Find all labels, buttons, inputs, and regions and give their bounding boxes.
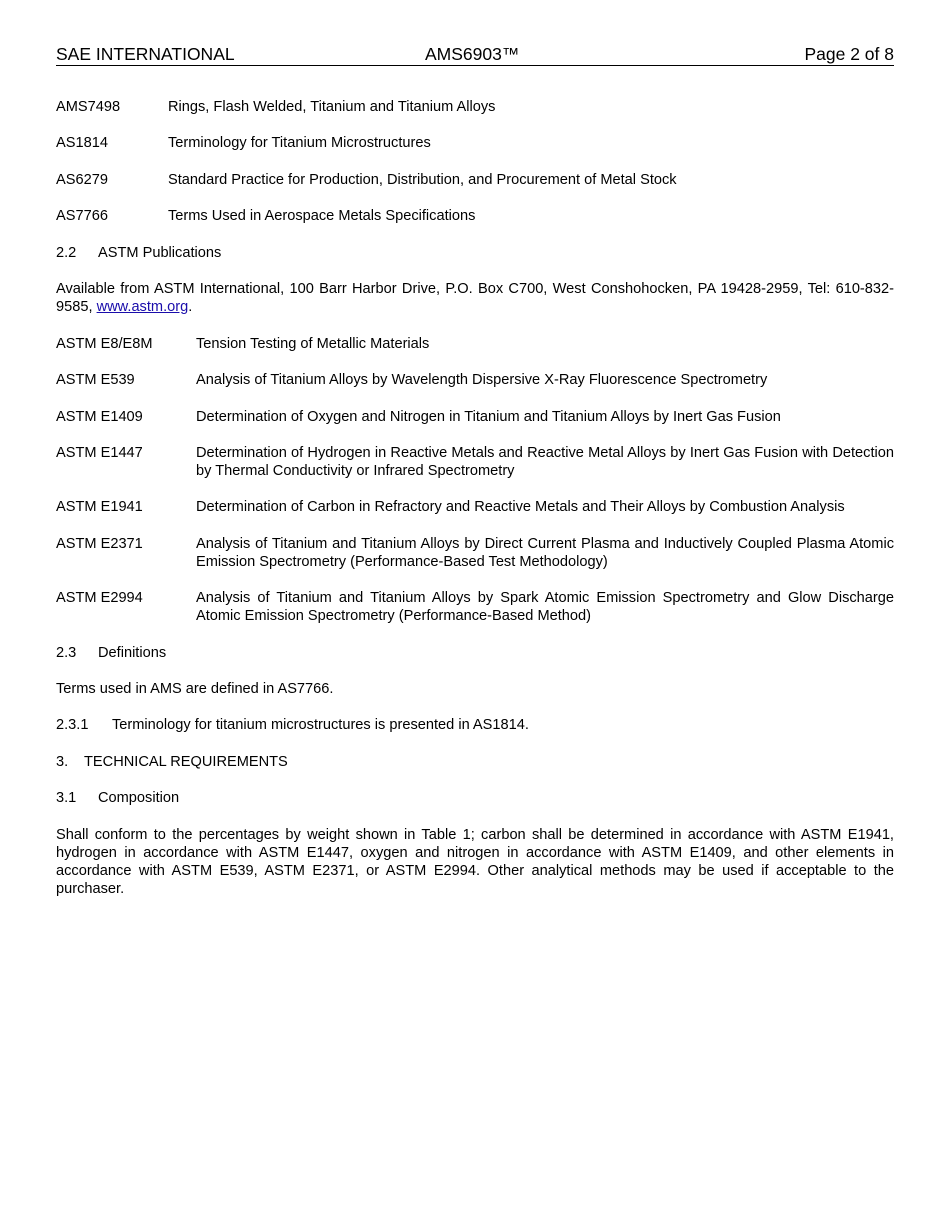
reference-entry <box>56 371 894 389</box>
reference-title: Tension Testing of Metallic Materials <box>196 336 430 352</box>
definitions-paragraph: Terms used in AMS are defined in AS7766. <box>56 681 334 697</box>
section-heading-3 <box>56 753 288 771</box>
reference-code: ASTM E1447 <box>56 445 143 461</box>
reference-title: Rings, Flash Welded, Titanium and Titanium Alloys <box>168 99 496 115</box>
reference-code: ASTM E1941 <box>56 499 143 515</box>
section-title: TECHNICAL REQUIREMENTS <box>84 754 288 770</box>
reference-code: ASTM E2994 <box>56 590 143 606</box>
reference-title: Terminology for Titanium Microstructures <box>168 135 431 151</box>
reference-code: ASTM E2371 <box>56 536 143 552</box>
astm-availability-paragraph <box>56 280 894 316</box>
reference-code: AMS7498 <box>56 99 121 115</box>
reference-entry <box>56 535 894 571</box>
section-heading-3-1 <box>56 789 179 807</box>
reference-entry <box>56 589 894 625</box>
section-number: 3.1 <box>56 790 77 806</box>
reference-code: ASTM E1409 <box>56 409 143 425</box>
reference-entry <box>56 207 894 225</box>
reference-title: Analysis of Titanium Alloys by Wavelength Dispersive X-Ray Fluorescence Spectrometry <box>196 372 768 388</box>
section-number: 2.3 <box>56 645 77 661</box>
availability-period: . <box>188 299 193 315</box>
section-text: Terminology for titanium microstructures is presented in AS1814. <box>112 717 529 733</box>
section-2-3-1 <box>56 716 529 734</box>
section-title: Composition <box>98 790 180 806</box>
reference-entry <box>56 171 894 189</box>
header-document-id: AMS6903™ <box>425 44 520 64</box>
header-page-number: Page 2 of 8 <box>804 44 894 64</box>
reference-entry <box>56 408 894 426</box>
reference-entry <box>56 134 894 152</box>
reference-code: AS7766 <box>56 208 108 224</box>
composition-paragraph: Shall conform to the percentages by weight shown in Table 1; carbon shall be determined in accordance with ASTM E1941, hydrogen in accordance with ASTM E1447, oxygen and nitrogen in accordance with ASTM E1409, and other elements in accordance with ASTM E539, ASTM E2371, or ASTM E2994. Other analytical methods may be used if acceptable to the purchaser. <box>56 827 894 897</box>
reference-code: AS6279 <box>56 172 108 188</box>
section-heading-2-2 <box>56 244 221 262</box>
section-number: 3. <box>56 754 69 770</box>
reference-entry <box>56 444 894 480</box>
section-title: Definitions <box>98 645 167 661</box>
reference-code: ASTM E8/E8M <box>56 336 153 352</box>
reference-code: ASTM E539 <box>56 372 135 388</box>
reference-entry <box>56 335 894 353</box>
section-heading-2-3 <box>56 644 166 662</box>
page-header <box>56 44 894 66</box>
reference-code: AS1814 <box>56 135 108 151</box>
section-number: 2.2 <box>56 245 77 261</box>
reference-title: Analysis of Titanium and Titanium Alloys by Spark Atomic Emission Spectrometry and Glow Discharge Atomic Emission Spectrometry (Performance-Based Method) <box>196 590 894 624</box>
reference-title: Terms Used in Aerospace Metals Specifications <box>168 208 476 224</box>
reference-title: Standard Practice for Production, Distribution, and Procurement of Metal Stock <box>168 172 677 188</box>
section-title: ASTM Publications <box>98 245 222 261</box>
reference-title: Determination of Carbon in Refractory and Reactive Metals and Their Alloys by Combustion Analysis <box>196 499 845 515</box>
section-number: 2.3.1 <box>56 717 89 733</box>
header-organization: SAE INTERNATIONAL <box>56 44 235 64</box>
reference-title: Determination of Hydrogen in Reactive Metals and Reactive Metal Alloys by Inert Gas Fusion with Detection by Thermal Conductivity or Infrared Spectrometry <box>196 445 894 479</box>
reference-title: Analysis of Titanium and Titanium Alloys by Direct Current Plasma and Inductively Coupled Plasma Atomic Emission Spectrometry (Performance-Based Test Methodology) <box>196 536 894 570</box>
reference-entry <box>56 498 894 516</box>
reference-entry <box>56 98 894 116</box>
astm-website-link[interactable]: www.astm.org <box>96 299 189 315</box>
reference-title: Determination of Oxygen and Nitrogen in Titanium and Titanium Alloys by Inert Gas Fusion <box>196 409 781 425</box>
availability-text: Available from ASTM International, 100 Barr Harbor Drive, P.O. Box C700, West Conshohocken, PA 19428-2959, Tel: 610-832-9585, <box>56 281 894 315</box>
